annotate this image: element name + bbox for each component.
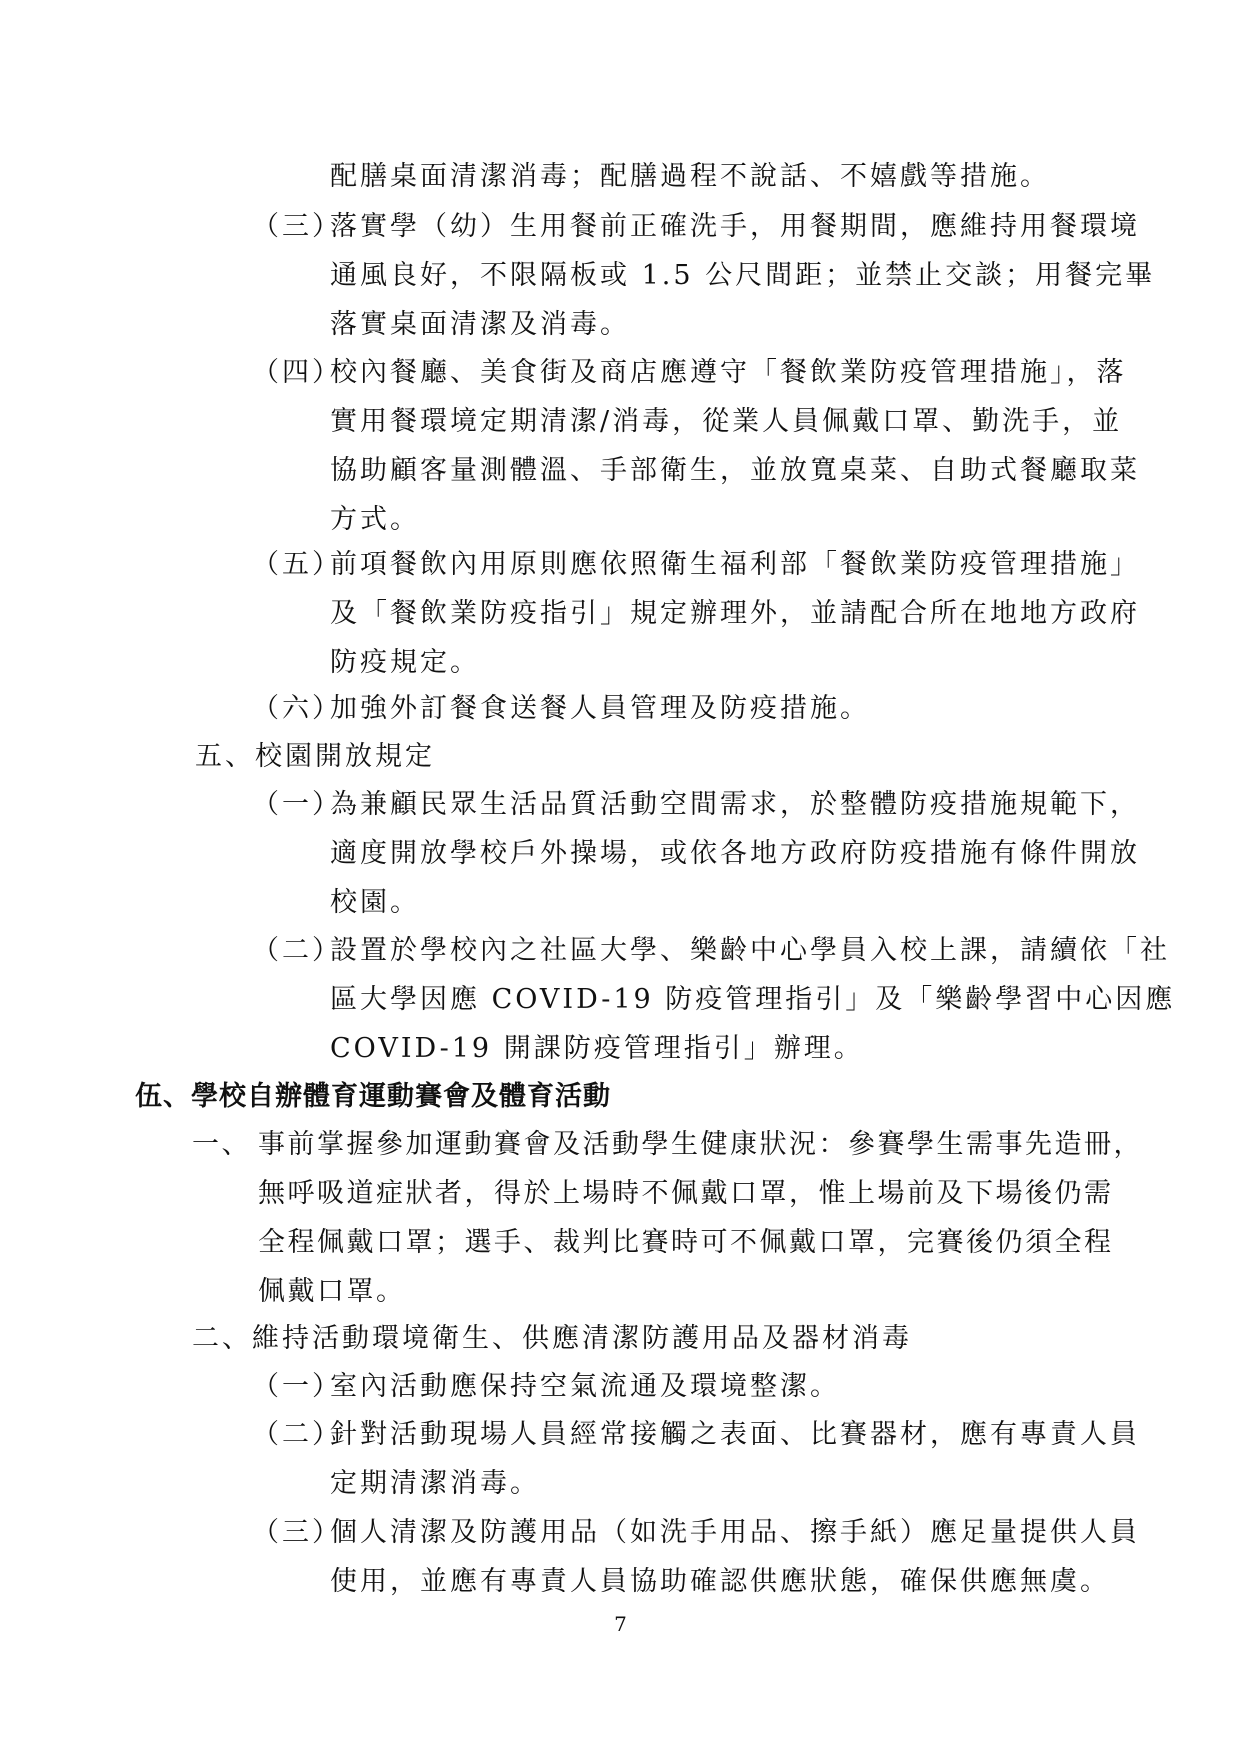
text-line: 防疫規定。 bbox=[330, 647, 480, 678]
item-marker: （四） bbox=[252, 357, 342, 388]
item-marker: （三） bbox=[252, 211, 342, 242]
text-line: 全程佩戴口罩；選手、裁判比賽時可不佩戴口罩，完賽後仍須全程 bbox=[258, 1227, 1114, 1258]
text-line: 配膳桌面清潔消毒；配膳過程不說話、不嬉戲等措施。 bbox=[330, 161, 1050, 192]
item-marker: （一） bbox=[252, 1371, 342, 1402]
text-line: 適度開放學校戶外操場，或依各地方政府防疫措施有條件開放 bbox=[330, 838, 1140, 869]
page-number: 7 bbox=[614, 1612, 627, 1636]
text-line: 落實學（幼）生用餐前正確洗手，用餐期間，應維持用餐環境 bbox=[330, 211, 1140, 242]
text-line: 校內餐廳、美食街及商店應遵守「餐飲業防疫管理措施」，落 bbox=[330, 357, 1127, 388]
text-line: 校園。 bbox=[330, 887, 420, 918]
item-marker: （六） bbox=[252, 693, 342, 724]
item-marker: （一） bbox=[252, 789, 342, 820]
section-2-environment-hygiene bbox=[192, 1314, 912, 1363]
item-2-surface-cleaning bbox=[252, 1410, 1140, 1508]
section-heading: 二、維持活動環境衛生、供應清潔防護用品及器材消毒 bbox=[192, 1323, 912, 1354]
text-line: 落實桌面清潔及消毒。 bbox=[330, 309, 630, 340]
text-line: 無呼吸道症狀者，得於上場時不佩戴口罩，惟上場前及下場後仍需 bbox=[258, 1178, 1114, 1209]
item-3-meal-handwashing bbox=[252, 202, 1156, 349]
item-1-open-playground bbox=[252, 780, 1140, 927]
item-1-health-check bbox=[192, 1120, 1143, 1316]
item-marker: （二） bbox=[252, 935, 342, 966]
chapter-title: 伍、學校自辦體育運動賽會及體育活動 bbox=[135, 1081, 611, 1112]
section-heading: 五、校園開放規定 bbox=[195, 741, 435, 772]
text-line: 及「餐飲業防疫指引」規定辦理外，並請配合所在地地方政府 bbox=[330, 598, 1140, 629]
text-line: 使用，並應有專責人員協助確認供應狀態，確保供應無虞。 bbox=[330, 1566, 1110, 1597]
text-line: 前項餐飲內用原則應依照衛生福利部「餐飲業防疫管理措施」 bbox=[330, 549, 1140, 580]
chapter-heading-sports-events bbox=[135, 1072, 611, 1121]
item-marker: 一、 bbox=[192, 1129, 251, 1160]
item-marker: （二） bbox=[252, 1419, 342, 1450]
text-line: 方式。 bbox=[330, 504, 420, 535]
text-line: 針對活動現場人員經常接觸之表面、比賽器材，應有專責人員 bbox=[330, 1419, 1140, 1450]
item-4-cafeteria-rules bbox=[252, 348, 1140, 544]
paragraph-meal-serving-cont bbox=[330, 152, 1050, 201]
text-line: 實用餐環境定期清潔/消毒，從業人員佩戴口罩、勤洗手，並 bbox=[330, 406, 1123, 437]
text-line: 區大學因應 COVID-19 防疫管理指引」及「樂齡學習中心因應 bbox=[330, 984, 1176, 1015]
text-line: 定期清潔消毒。 bbox=[330, 1468, 540, 1499]
text-line: 協助顧客量測體溫、手部衛生，並放寬桌菜、自助式餐廳取菜 bbox=[330, 455, 1140, 486]
item-2-community-college bbox=[252, 926, 1176, 1073]
item-5-dining-principles bbox=[252, 540, 1140, 687]
item-1-indoor-ventilation bbox=[252, 1362, 840, 1411]
item-6-food-delivery bbox=[252, 684, 870, 733]
text-line: 加強外訂餐食送餐人員管理及防疫措施。 bbox=[330, 693, 870, 724]
text-line: 通風良好，不限隔板或 1.5 公尺間距；並禁止交談；用餐完畢 bbox=[330, 260, 1156, 291]
section-5-campus-opening bbox=[195, 732, 435, 781]
text-line: 為兼顧民眾生活品質活動空間需求，於整體防疫措施規範下， bbox=[330, 789, 1140, 820]
text-line: 個人清潔及防護用品（如洗手用品、擦手紙）應足量提供人員 bbox=[330, 1517, 1140, 1548]
text-line: COVID-19 開課防疫管理指引」辦理。 bbox=[330, 1033, 864, 1064]
text-line: 室內活動應保持空氣流通及環境整潔。 bbox=[330, 1371, 840, 1402]
text-line: 佩戴口罩。 bbox=[258, 1276, 406, 1307]
item-3-protective-supplies bbox=[252, 1508, 1140, 1606]
text-line: 設置於學校內之社區大學、樂齡中心學員入校上課，請續依「社 bbox=[330, 935, 1170, 966]
item-marker: （五） bbox=[252, 549, 342, 580]
text-line: 事前掌握參加運動賽會及活動學生健康狀況：參賽學生需事先造冊， bbox=[258, 1129, 1143, 1160]
item-marker: （三） bbox=[252, 1517, 342, 1548]
